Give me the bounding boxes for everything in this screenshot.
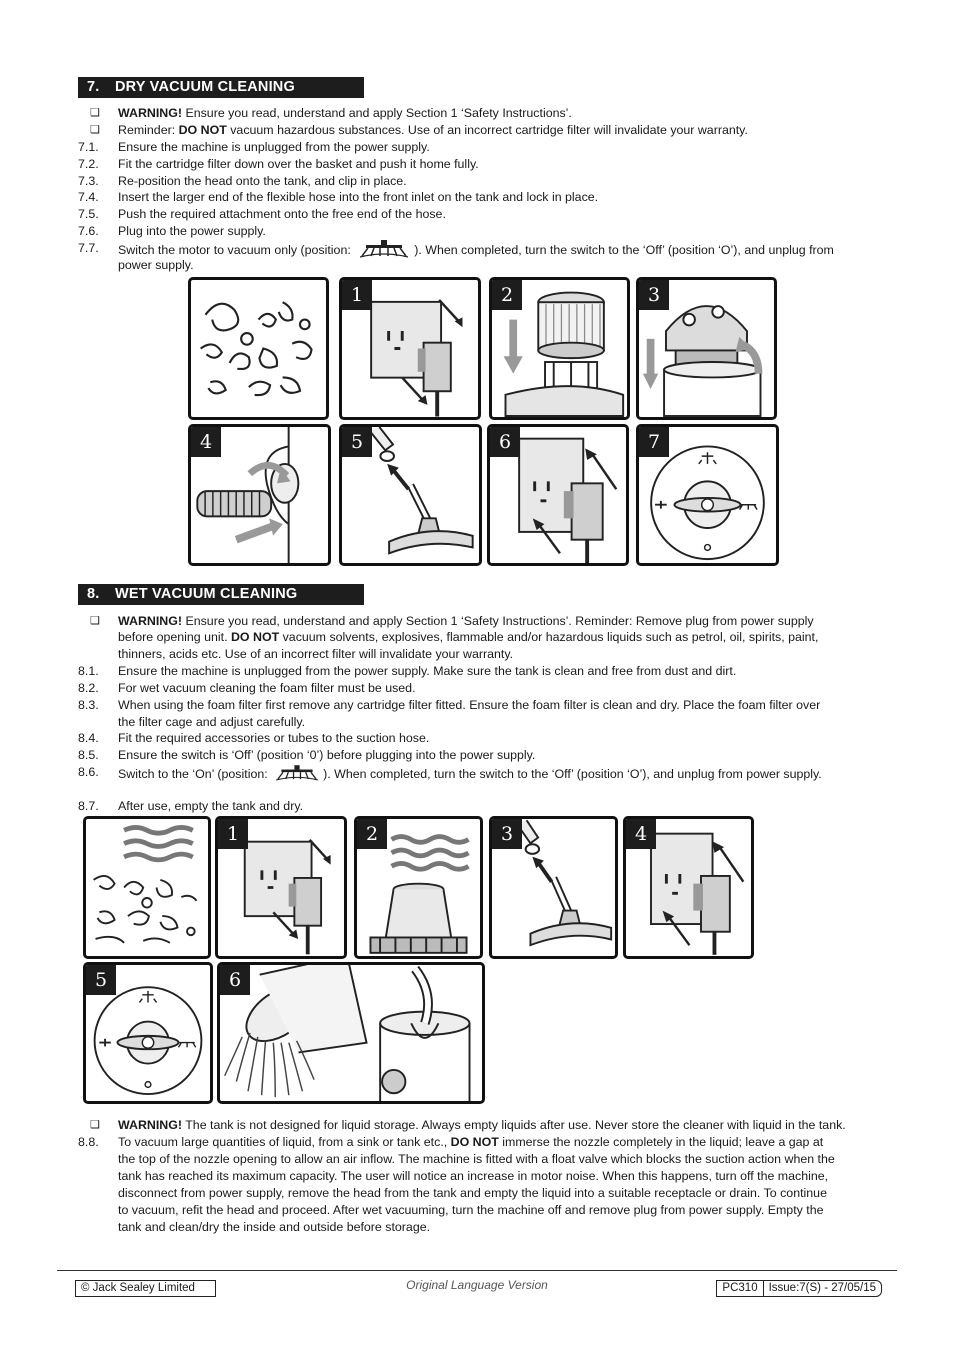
step-line: [78, 697, 878, 714]
warning-text: Ensure you read, understand and apply Section 1 ‘Safety Instructions’.: [182, 106, 572, 120]
warning-text: vacuum solvents, explosives, flammable and/or hazardous liquids such as petrol, oil, spirits, paint,: [279, 630, 819, 644]
illustration-fit-attachment: [489, 816, 618, 959]
section-title: WET VACUUM CLEANING: [115, 586, 298, 602]
step-line-cont: [78, 1219, 878, 1236]
checkbox-icon: ❑: [90, 615, 100, 627]
step-number: 8.2.: [78, 681, 99, 695]
panel-number: 1: [218, 819, 248, 849]
warning-line-cont: [78, 629, 878, 646]
illustration-fit-cartridge-filter: [489, 277, 630, 420]
warning-label: WARNING!: [118, 614, 183, 628]
step-line: [78, 206, 878, 223]
section-7-header: [78, 77, 364, 98]
step-line: [78, 139, 878, 156]
footer-issue: Issue:7(S) - 27/05/15: [763, 1281, 881, 1296]
warning-text: thinners, acids etc. Use of an incorrect filter will invalidate your warranty.: [118, 647, 514, 661]
step-text: Ensure the switch is ‘Off’ (position ‘0’) before plugging into the power supply.: [118, 748, 536, 762]
section-number: 8.: [87, 586, 100, 602]
do-not-label: DO NOT: [178, 123, 227, 137]
step-line: [78, 680, 878, 697]
illustration-empty-tank: [217, 962, 485, 1104]
step-text: Ensure the machine is unplugged from the power supply. Make sure the tank is clean and free from dust and dirt.: [118, 664, 737, 678]
panel-number: 3: [639, 280, 669, 310]
panel-number: 4: [191, 427, 221, 457]
warning-label: WARNING!: [118, 1118, 183, 1132]
warning-line: [78, 1117, 878, 1134]
panel-number: 5: [342, 427, 372, 457]
checkbox-icon: ❑: [90, 107, 100, 119]
step-number: 8.7.: [78, 799, 99, 813]
vacuum-symbol-icon: [271, 764, 323, 782]
step-line: [78, 730, 878, 747]
step-text: the filter cage and adjust carefully.: [118, 715, 306, 729]
panel-number: 5: [86, 965, 116, 995]
step-line-cont: [78, 1168, 878, 1185]
step-number: 8.5.: [78, 748, 99, 762]
step-text-continued: ). When completed, turn the switch to the ‘Off’ (position ‘O’), and unplug from power supply.: [323, 767, 822, 781]
panel-number: 4: [626, 819, 656, 849]
checkbox-icon: ❑: [90, 1119, 100, 1131]
step-number: 8.3.: [78, 698, 99, 712]
step-number: 7.1.: [78, 140, 99, 154]
step-text: tank has reached its maximum capacity. The user will notice an increase in motor noise. When this happens, turn off the machine,: [118, 1169, 829, 1183]
illustration-unplug: [215, 816, 347, 959]
step-text: Switch to the ‘On’ (position:: [118, 767, 268, 781]
step-text: disconnect from power supply, remove the head from the tank and empty the liquid into a suitable receptacle or drain. To continue: [118, 1186, 827, 1200]
step-line: [78, 663, 878, 680]
step-line-cont: [78, 714, 878, 731]
reminder-label: Reminder:: [118, 123, 179, 137]
reminder-text: vacuum hazardous substances. Use of an incorrect cartridge filter will invalidate your warranty.: [226, 123, 748, 137]
do-not-label: DO NOT: [450, 1135, 499, 1149]
illustration-dust-debris: [188, 277, 329, 420]
step-text: Push the required attachment onto the free end of the hose.: [118, 207, 446, 221]
section-8-header: [78, 584, 364, 605]
illustration-unplug: [339, 277, 481, 420]
step-text: Plug into the power supply.: [118, 224, 266, 238]
step-number: 8.6.: [78, 765, 99, 779]
step-number: 7.5.: [78, 207, 99, 221]
step-text: Switch the motor to vacuum only (position:: [118, 243, 351, 257]
panel-number: 2: [357, 819, 387, 849]
section-title: DRY VACUUM CLEANING: [115, 79, 295, 95]
warning-line: [78, 105, 878, 122]
illustration-plug-in: [487, 424, 629, 566]
step-line: [78, 747, 878, 764]
step-text: When using the foam filter first remove any cartridge filter fitted. Ensure the foam filter is clean and dry. Place the foam filter over: [118, 698, 821, 712]
step-number: 7.7.: [78, 241, 99, 255]
step-line-cont: [78, 1202, 878, 1219]
warning-text: before opening unit.: [118, 630, 231, 644]
illustration-insert-hose: [188, 424, 331, 566]
step-number: 7.2.: [78, 157, 99, 171]
step-text: After use, empty the tank and dry.: [118, 799, 304, 813]
step-text: For wet vacuum cleaning the foam filter must be used.: [118, 681, 416, 695]
panel-number: 1: [342, 280, 372, 310]
footer-divider: [57, 1270, 897, 1271]
warning-text: Ensure you read, understand and apply Section 1 ‘Safety Instructions’. Reminder: Remove plug from power supply: [182, 614, 814, 628]
step-line: [78, 798, 878, 815]
illustration-fit-attachment: [339, 424, 482, 566]
step-line: [78, 1134, 878, 1151]
step-line: [78, 257, 878, 274]
illustration-plug-in: [623, 816, 754, 959]
step-number: 8.8.: [78, 1135, 99, 1149]
panel-number: 6: [220, 965, 250, 995]
step-text: Fit the required accessories or tubes to the suction hose.: [118, 731, 430, 745]
step-text: To vacuum large quantities of liquid, from a sink or tank etc.,: [118, 1135, 451, 1149]
panel-number: 2: [492, 280, 522, 310]
step-line-cont: [78, 1185, 878, 1202]
step-text: Insert the larger end of the flexible hose into the front inlet on the tank and lock in place.: [118, 190, 599, 204]
footer-language-version: Original Language Version: [406, 1278, 548, 1292]
step-number: 8.4.: [78, 731, 99, 745]
step-number: 7.4.: [78, 190, 99, 204]
step-text: Re-position the head onto the tank, and clip in place.: [118, 174, 407, 188]
footer-copyright: © Jack Sealey Limited: [75, 1280, 216, 1297]
step-line: [78, 764, 878, 783]
step-text: Fit the cartridge filter down over the basket and push it home fully.: [118, 157, 479, 171]
step-text: power supply.: [118, 258, 194, 272]
warning-text: The tank is not designed for liquid storage. Always empty liquids after use. Never store the cleaner with liquid in the tank.: [182, 1118, 846, 1132]
step-line-cont: [78, 1151, 878, 1168]
illustration-switch-vacuum: [636, 424, 779, 566]
step-text: the top of the nozzle opening to allow an air inflow. The machine is fitted with a float valve which blocks the suction action when the: [118, 1152, 835, 1166]
step-number: 7.3.: [78, 174, 99, 188]
illustration-liquid-debris: [83, 816, 211, 959]
do-not-label: DO NOT: [230, 630, 280, 644]
step-text: to vacuum, refit the head and proceed. After wet vacuuming, turn the machine off and remove plug from power supply. Empty the: [118, 1203, 824, 1217]
step-text: Ensure the machine is unplugged from the power supply.: [118, 140, 430, 154]
step-line: [78, 173, 878, 190]
panel-number: 6: [490, 427, 520, 457]
illustration-refit-head: [636, 277, 777, 420]
warning-line: [78, 613, 878, 630]
step-number: 8.1.: [78, 664, 99, 678]
section-number: 7.: [87, 79, 100, 95]
step-line: [78, 156, 878, 173]
step-line: [78, 189, 878, 206]
panel-number: 7: [639, 427, 669, 457]
footer-model: PC310: [722, 1282, 758, 1294]
illustration-foam-filter: [354, 816, 483, 959]
panel-number: 3: [492, 819, 522, 849]
warning-label: WARNING!: [118, 106, 183, 120]
step-number: 7.6.: [78, 224, 99, 238]
step-line: [78, 223, 878, 240]
footer-model-issue: [716, 1280, 882, 1297]
step-text: immerse the nozzle completely in the liquid; leave a gap at: [498, 1135, 824, 1149]
reminder-line: [78, 122, 878, 139]
warning-line-cont: [78, 646, 878, 663]
step-text-continued: ). When completed, turn the switch to the ‘Off’ (position ‘O’), and unplug from: [414, 243, 834, 257]
illustration-switch-on: [83, 962, 213, 1104]
vacuum-symbol-icon: [354, 240, 414, 258]
checkbox-icon: ❑: [90, 124, 100, 136]
step-line: [78, 240, 878, 259]
step-text: tank and clean/dry the inside and outside before storage.: [118, 1220, 431, 1234]
